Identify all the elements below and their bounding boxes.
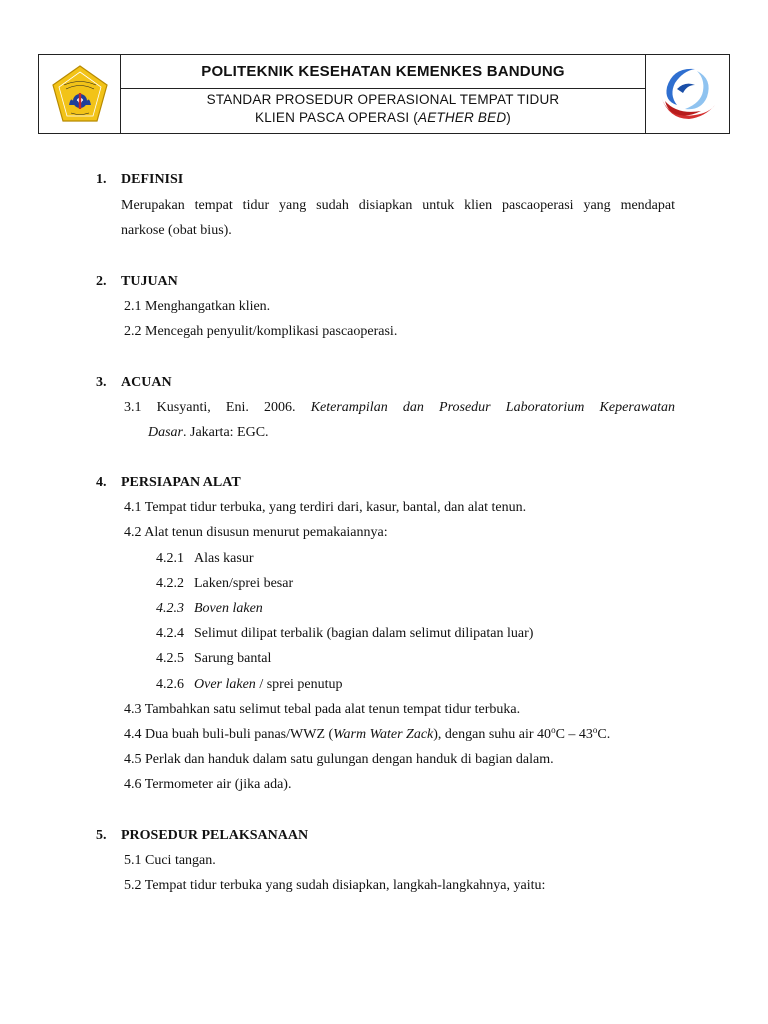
header-title-area: [121, 55, 645, 133]
section-number: 2.: [96, 274, 107, 289]
alat-tenun-sub-item: [156, 601, 263, 617]
sub-item-number: 4.2.3: [156, 601, 184, 616]
sub-item-number: 4.2.4: [156, 626, 184, 641]
section-title-text: DEFINISI: [121, 172, 184, 187]
sub-item-text-italic: Over laken: [194, 677, 256, 692]
item-text-italic: Warm Water Zack: [333, 727, 434, 742]
sub-item-text: Laken/sprei besar: [194, 576, 294, 591]
sub-item-text: Selimut dilipat terbalik (bagian dalam selimut dilipatan luar): [194, 626, 534, 641]
sub-item-text: Sarung bantal: [194, 651, 272, 666]
persiapan-item: 4.6 Termometer air (jika ada).: [124, 777, 292, 792]
right-logo-cell: [645, 55, 729, 133]
section-number: 4.: [96, 475, 107, 490]
item-text: C.: [597, 727, 611, 742]
persiapan-item: 4.3 Tambahkan satu selimut tebal pada alat tenun tempat tidur terbuka.: [124, 702, 521, 717]
sub-item-number: 4.2.5: [156, 651, 184, 666]
reference-author: 3.1 Kusyanti, Eni. 2006.: [124, 400, 296, 415]
reference-book-title: Keterampilan dan Prosedur Laboratorium Keperawatan: [310, 400, 675, 415]
tujuan-item: 2.1 Menghangatkan klien.: [124, 299, 271, 314]
section-prosedur-title: [96, 828, 308, 844]
alat-tenun-sub-item: [156, 651, 271, 667]
acuan-reference-line1: [124, 400, 675, 416]
alat-tenun-sub-item: [156, 677, 343, 693]
section-title-text: ACUAN: [121, 375, 172, 390]
acuan-reference-line2: [148, 425, 269, 441]
item-text: ), dengan suhu air 40: [433, 727, 552, 742]
sop-title-suffix: ): [506, 110, 511, 125]
sop-title: [121, 91, 645, 127]
left-logo-cell: [39, 55, 121, 133]
section-title-text: PERSIAPAN ALAT: [121, 475, 241, 490]
section-acuan-title: [96, 375, 172, 391]
institution-title: POLITEKNIK KESEHATAN KEMENKES BANDUNG: [121, 55, 645, 89]
section-tujuan-title: [96, 274, 178, 290]
persiapan-item: 4.1 Tempat tidur terbuka, yang terdiri dari, kasur, bantal, dan alat tenun.: [124, 500, 527, 515]
poltekkes-shield-logo: [49, 63, 111, 125]
reference-book-title-end: Dasar: [148, 425, 184, 440]
prosedur-item: 5.2 Tempat tidur terbuka yang sudah disiapkan, langkah-langkahnya, yaitu:: [124, 878, 546, 893]
swoosh-logo: [655, 61, 721, 127]
section-number: 1.: [96, 172, 107, 187]
prosedur-item: 5.1 Cuci tangan.: [124, 853, 216, 868]
document-header: [38, 54, 730, 134]
alat-tenun-sub-item: [156, 576, 293, 592]
definisi-text-line1: Merupakan tempat tidur yang sudah disiapkan untuk klien pascaoperasi yang mendapat: [121, 198, 675, 213]
section-title-text: TUJUAN: [121, 274, 178, 289]
section-number: 3.: [96, 375, 107, 390]
sub-item-text: Boven laken: [194, 601, 263, 616]
sub-item-text: Alas kasur: [194, 551, 254, 566]
reference-publisher: . Jakarta: EGC.: [183, 425, 269, 440]
definisi-text-line2: narkose (obat bius).: [121, 223, 232, 238]
section-definisi-title: [96, 172, 183, 188]
section-title-text: PROSEDUR PELAKSANAAN: [121, 828, 309, 843]
item-text: 4.4 Dua buah buli-buli panas/WWZ (: [124, 727, 334, 742]
persiapan-item: [124, 727, 610, 743]
sop-title-line1: STANDAR PROSEDUR OPERASIONAL TEMPAT TIDUR: [206, 92, 560, 107]
section-persiapan-title: [96, 475, 241, 491]
alat-tenun-sub-item: [156, 551, 254, 567]
sub-item-number: 4.2.6: [156, 677, 184, 692]
sop-title-italic: AETHER BED: [418, 110, 507, 125]
persiapan-item: 4.5 Perlak dan handuk dalam satu gulungan dengan handuk di bagian dalam.: [124, 752, 554, 767]
sub-item-text: / sprei penutup: [255, 677, 343, 692]
degree-mark: o: [551, 725, 556, 735]
sop-title-line2: [121, 109, 645, 127]
tujuan-item: 2.2 Mencegah penyulit/komplikasi pascaoperasi.: [124, 324, 398, 339]
degree-mark: o: [592, 725, 598, 735]
sub-item-number: 4.2.1: [156, 551, 184, 566]
sub-item-number: 4.2.2: [156, 576, 184, 591]
item-text: C – 43: [555, 727, 593, 742]
persiapan-item: 4.2 Alat tenun disusun menurut pemakaiannya:: [124, 525, 388, 540]
alat-tenun-sub-item: [156, 626, 533, 642]
sop-title-prefix: KLIEN PASCA OPERASI (: [255, 110, 419, 125]
section-number: 5.: [96, 828, 107, 843]
